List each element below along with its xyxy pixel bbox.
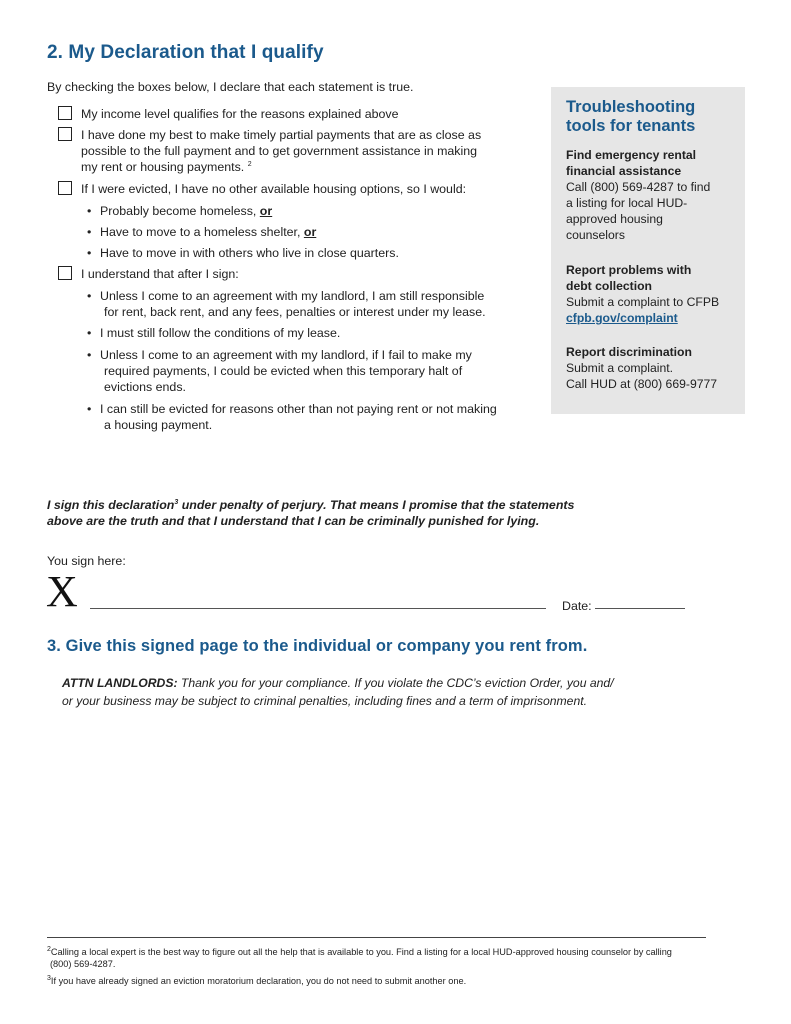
sidebar-text-discrimination: Submit a complaint. — [566, 361, 674, 375]
sidebar-title: Troubleshooting tools for tenants — [566, 98, 696, 135]
footnote-divider — [47, 937, 706, 938]
sign-prompt: You sign here: — [47, 554, 126, 568]
footnote-3: $^3$If you have already signed an eviction moratorium declaration, you do not need to submit another one. — [47, 974, 467, 986]
understand-statement: I understand that after I sign: — [81, 267, 239, 281]
sidebar-heading-discrimination: Report discrimination — [566, 345, 692, 359]
sidebar-heading-debt-collection: Report problems with debt collection — [566, 263, 692, 293]
section-3-title: 3. Give this signed page to the individual or company you rent from. — [47, 637, 588, 655]
footnote-2: $^2$Calling a local expert is the best way to figure out all the help that is available to you. Find a listing for a local HUD-approved housing counselor by calling (800) 569-4287. — [47, 945, 672, 969]
sidebar-text-debt-collection: Submit a complaint to CFPB — [566, 295, 720, 309]
signature-line[interactable] — [90, 608, 546, 609]
no-housing-statement: If I were evicted, I have no other available housing options, so I would: — [81, 182, 467, 196]
signature-x-mark: X — [46, 567, 78, 616]
date-label: Date: — [562, 599, 592, 613]
income-statement: My income level qualifies for the reasons explained above — [81, 107, 399, 121]
section-2-title: 2. My Declaration that I qualify — [47, 42, 324, 63]
date-line[interactable] — [595, 608, 685, 609]
sidebar-text-hud-phone: Call HUD at (800) 669-9777 — [566, 377, 718, 391]
sidebar-heading-rental-assistance: Find emergency rental financial assistance — [566, 148, 697, 178]
cfpb-complaint-link[interactable]: cfpb.gov/complaint — [566, 311, 678, 325]
footnote-ref-2: 2 — [247, 160, 252, 168]
payments-statement: I have done my best to make timely partial payments that are as close as possible to the full payment and to get government assistance in making my rent or housing payments. $^2$ — [81, 128, 482, 174]
payments-checkbox[interactable] — [58, 127, 72, 141]
no-housing-checkbox[interactable] — [58, 181, 72, 195]
perjury-statement: I sign this declaration$^3$ under penalty of perjury. That means I promise that the statements above are the truth and that I understand that I can be criminally punished for lying. — [47, 498, 575, 528]
attn-landlords-notice: ATTN LANDLORDS: Thank you for your compliance. If you violate the CDC’s eviction Order, you and/ or your business may be subject to criminal penalties, including fines and a term of imprisonment. — [62, 676, 614, 708]
understand-checkbox[interactable] — [58, 266, 72, 280]
income-checkbox[interactable] — [58, 106, 72, 120]
sidebar-text-rental-assistance: Call (800) 569-4287 to find a listing for local HUD-approved housing counselors — [566, 180, 711, 242]
intro-text: By checking the boxes below, I declare that each statement is true. — [47, 80, 414, 94]
troubleshooting-sidebar — [551, 87, 745, 414]
